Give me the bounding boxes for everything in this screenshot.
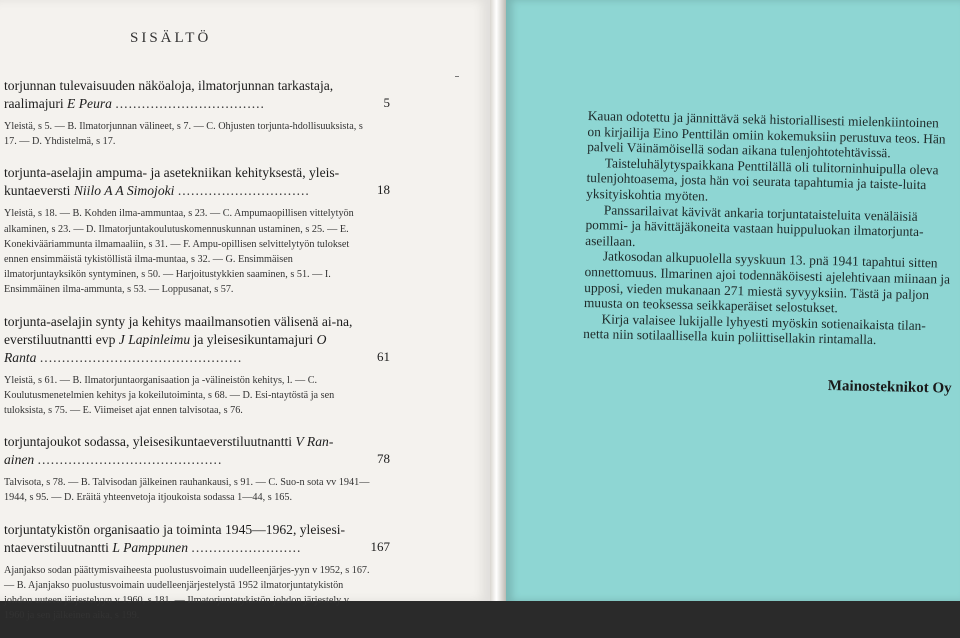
toc-entry-title: torjuntajoukot sodassa, yleisesikuntaeverstiluutnantti (4, 434, 296, 450)
blurb-paragraph: Kirja valaisee lukijalle lyhyesti myöskin sotienaikaista tilan-netta niin sotilaallisella kuin poliittisellakin rintamalla. (583, 311, 926, 348)
dot-leader: .......................................... (37, 452, 223, 468)
toc-entry-heading (0, 433, 390, 469)
toc-entry-page: 5 (383, 95, 390, 110)
toc-entry-subsections: Yleistä, s 18. — B. Kohden ilma-ammuntaa, s 23. — C. Ampumaopillisen vittelytyön alkaminen, s 23. — D. Ilmatorjuntakoulutuskomennuskunnan ustaminen, s 25. — E. Konekivääriammunta ilmamaaliin, s 31. — F. Ampu-opillisen selvittelytyön tulokset ennen ensimmäistä tykistöllistä ilma-muntaa, s 32. — G. Ensimmäisen ilmatorjuntayksikön syntyminen, s 50. — Harjoitustykkien saaminen, s 51. — I. Ensimmäinen ilma-ammunta, s 53. — Loppusanat, s 57. (4, 208, 354, 296)
toc-entry-page: 18 (377, 182, 390, 198)
dot-leader: ......................... (191, 539, 302, 555)
toc-entry-subsections: Yleistä, s 61. — B. Ilmatorjuntaorganisaation ja -välineistön kehitys, l. — C. Koulutusmenetelmien kehitys ja kokeilutoiminta, s 68. — D. Esi-ntaytöstä ja sen tuloksista, s 75. — E. Viimeiset ajat ennen talvisotaa, s 76. (4, 374, 335, 417)
toc-list (0, 77, 390, 638)
toc-entry-author: Niilo A A Simojoki (73, 183, 175, 199)
toc-entry-heading (0, 521, 390, 557)
back-cover (506, 0, 960, 601)
toc-entry (0, 313, 390, 419)
toc-entry-author: E Peura (67, 96, 112, 111)
blurb-paragraph: Jatkosodan alkupuolella syyskuun 13. pnä 1941 tapahtui sitten onnettomuus. Ilmarinen ajoi todennäköisesti ajelehtivaan miinaan ja upposi, vieden mukanaan 271 miestä syvyyksiin. Tästä ja paljon muusta on teoksessa seikkaperäiset selostukset. (583, 248, 951, 316)
toc-entry (0, 77, 390, 149)
paper-speck (455, 76, 459, 77)
toc-entry-author: L Pamppunen (112, 539, 189, 555)
toc-entry (0, 164, 390, 297)
book-gutter (490, 0, 506, 601)
dot-leader: .............................. (177, 183, 310, 199)
toc-entry-heading (0, 313, 390, 367)
dot-leader: .................................. (115, 96, 265, 111)
toc-entry-page: 167 (370, 538, 390, 554)
toc-entry-title: torjuntatykistön organisaatio ja toiminta 1945—1962, yleisesi-ntaeverstiluutnantti (4, 521, 346, 555)
toc-entry (0, 433, 390, 505)
toc-entry-title: torjunnan tulevaisuuden näköaloja, ilmatorjunnan tarkastaja, raalimajuri (4, 78, 334, 111)
publisher-name: Mainosteknikot Oy (827, 378, 952, 397)
toc-entry-author: V Ran-ainen (4, 434, 334, 468)
blurb-paragraph: Kauan odotettu ja jännittävä sekä historiallisesti mielenkiintoinen on kirjailija Eino Penttilän omiin kokemuksiin perustuva teos. Hän palveli Väinämöisellä sodan aikana tulenjohtotehtävissä. (587, 108, 946, 161)
toc-entry-subsections: Ajanjakso sodan päättymisvaiheesta puolustusvoimain uudelleenjärjes-yyn v 1952, s 167. — B. Ajanjakso puolustusvoimain uudelleenjärjestelystä 1952 ilmatorjuntatykistön johdon uuteen järjestelyyn v 1960, s 181. — Ilmatorjuntatykistön johdon järjestely v 1960 ja sen jälkeinen aika, s 199. (4, 564, 370, 622)
dot-leader: .............................................. (39, 349, 243, 365)
toc-entry-title-continued: ja yleisesikuntamajuri (190, 331, 317, 347)
toc-entry (0, 521, 390, 624)
toc-page (0, 0, 490, 622)
toc-entry-page: 61 (377, 348, 390, 364)
toc-entry-title: torjunta-aselajin synty ja kehitys maailmansotien välisenä ai-na, everstiluutnantti evp (4, 313, 353, 347)
toc-entry-page: 78 (377, 451, 390, 467)
toc-entry-heading (0, 77, 390, 113)
toc-entry-author: J Lapinleimu (118, 331, 191, 347)
toc-title: SISÄLTÖ (130, 30, 212, 46)
blurb-paragraph: Taisteluhälytyspaikkana Penttilällä oli tulitorninhuipulla oleva tulenjohtoasema, josta hän voi seurata tapahtumia ja taiste-luita yksityiskohtia myöten. (586, 155, 939, 204)
toc-entry-author: O Ranta (4, 331, 327, 365)
toc-entry-title: torjunta-aselajin ampuma- ja asetekniikan kehityksestä, yleis-kuntaeversti (4, 165, 340, 199)
back-cover-blurb (583, 108, 954, 350)
blurb-paragraph: Panssarilaivat kävivät ankaria torjuntataisteluita venäläisiä pommi- ja hävittäjäkoneita vastaan huippuluokan ilmatorjunta-aseillaan. (585, 201, 924, 249)
toc-entry-subsections: Yleistä, s 5. — B. Ilmatorjunnan välineet, s 7. — C. Ohjusten torjunta-hdollisuuksista, s 17. — D. Yhdistelmä, s 17. (4, 121, 363, 148)
toc-entry-subsections: Talvisota, s 78. — B. Talvisodan jälkeinen rauhankausi, s 91. — C. Suo-n sota vv 1941—1944, s 95. — D. Eräitä yhteenvetoja itjoukoista sodassa 1—44, s 165. (4, 477, 370, 504)
toc-entry-heading (0, 164, 390, 200)
